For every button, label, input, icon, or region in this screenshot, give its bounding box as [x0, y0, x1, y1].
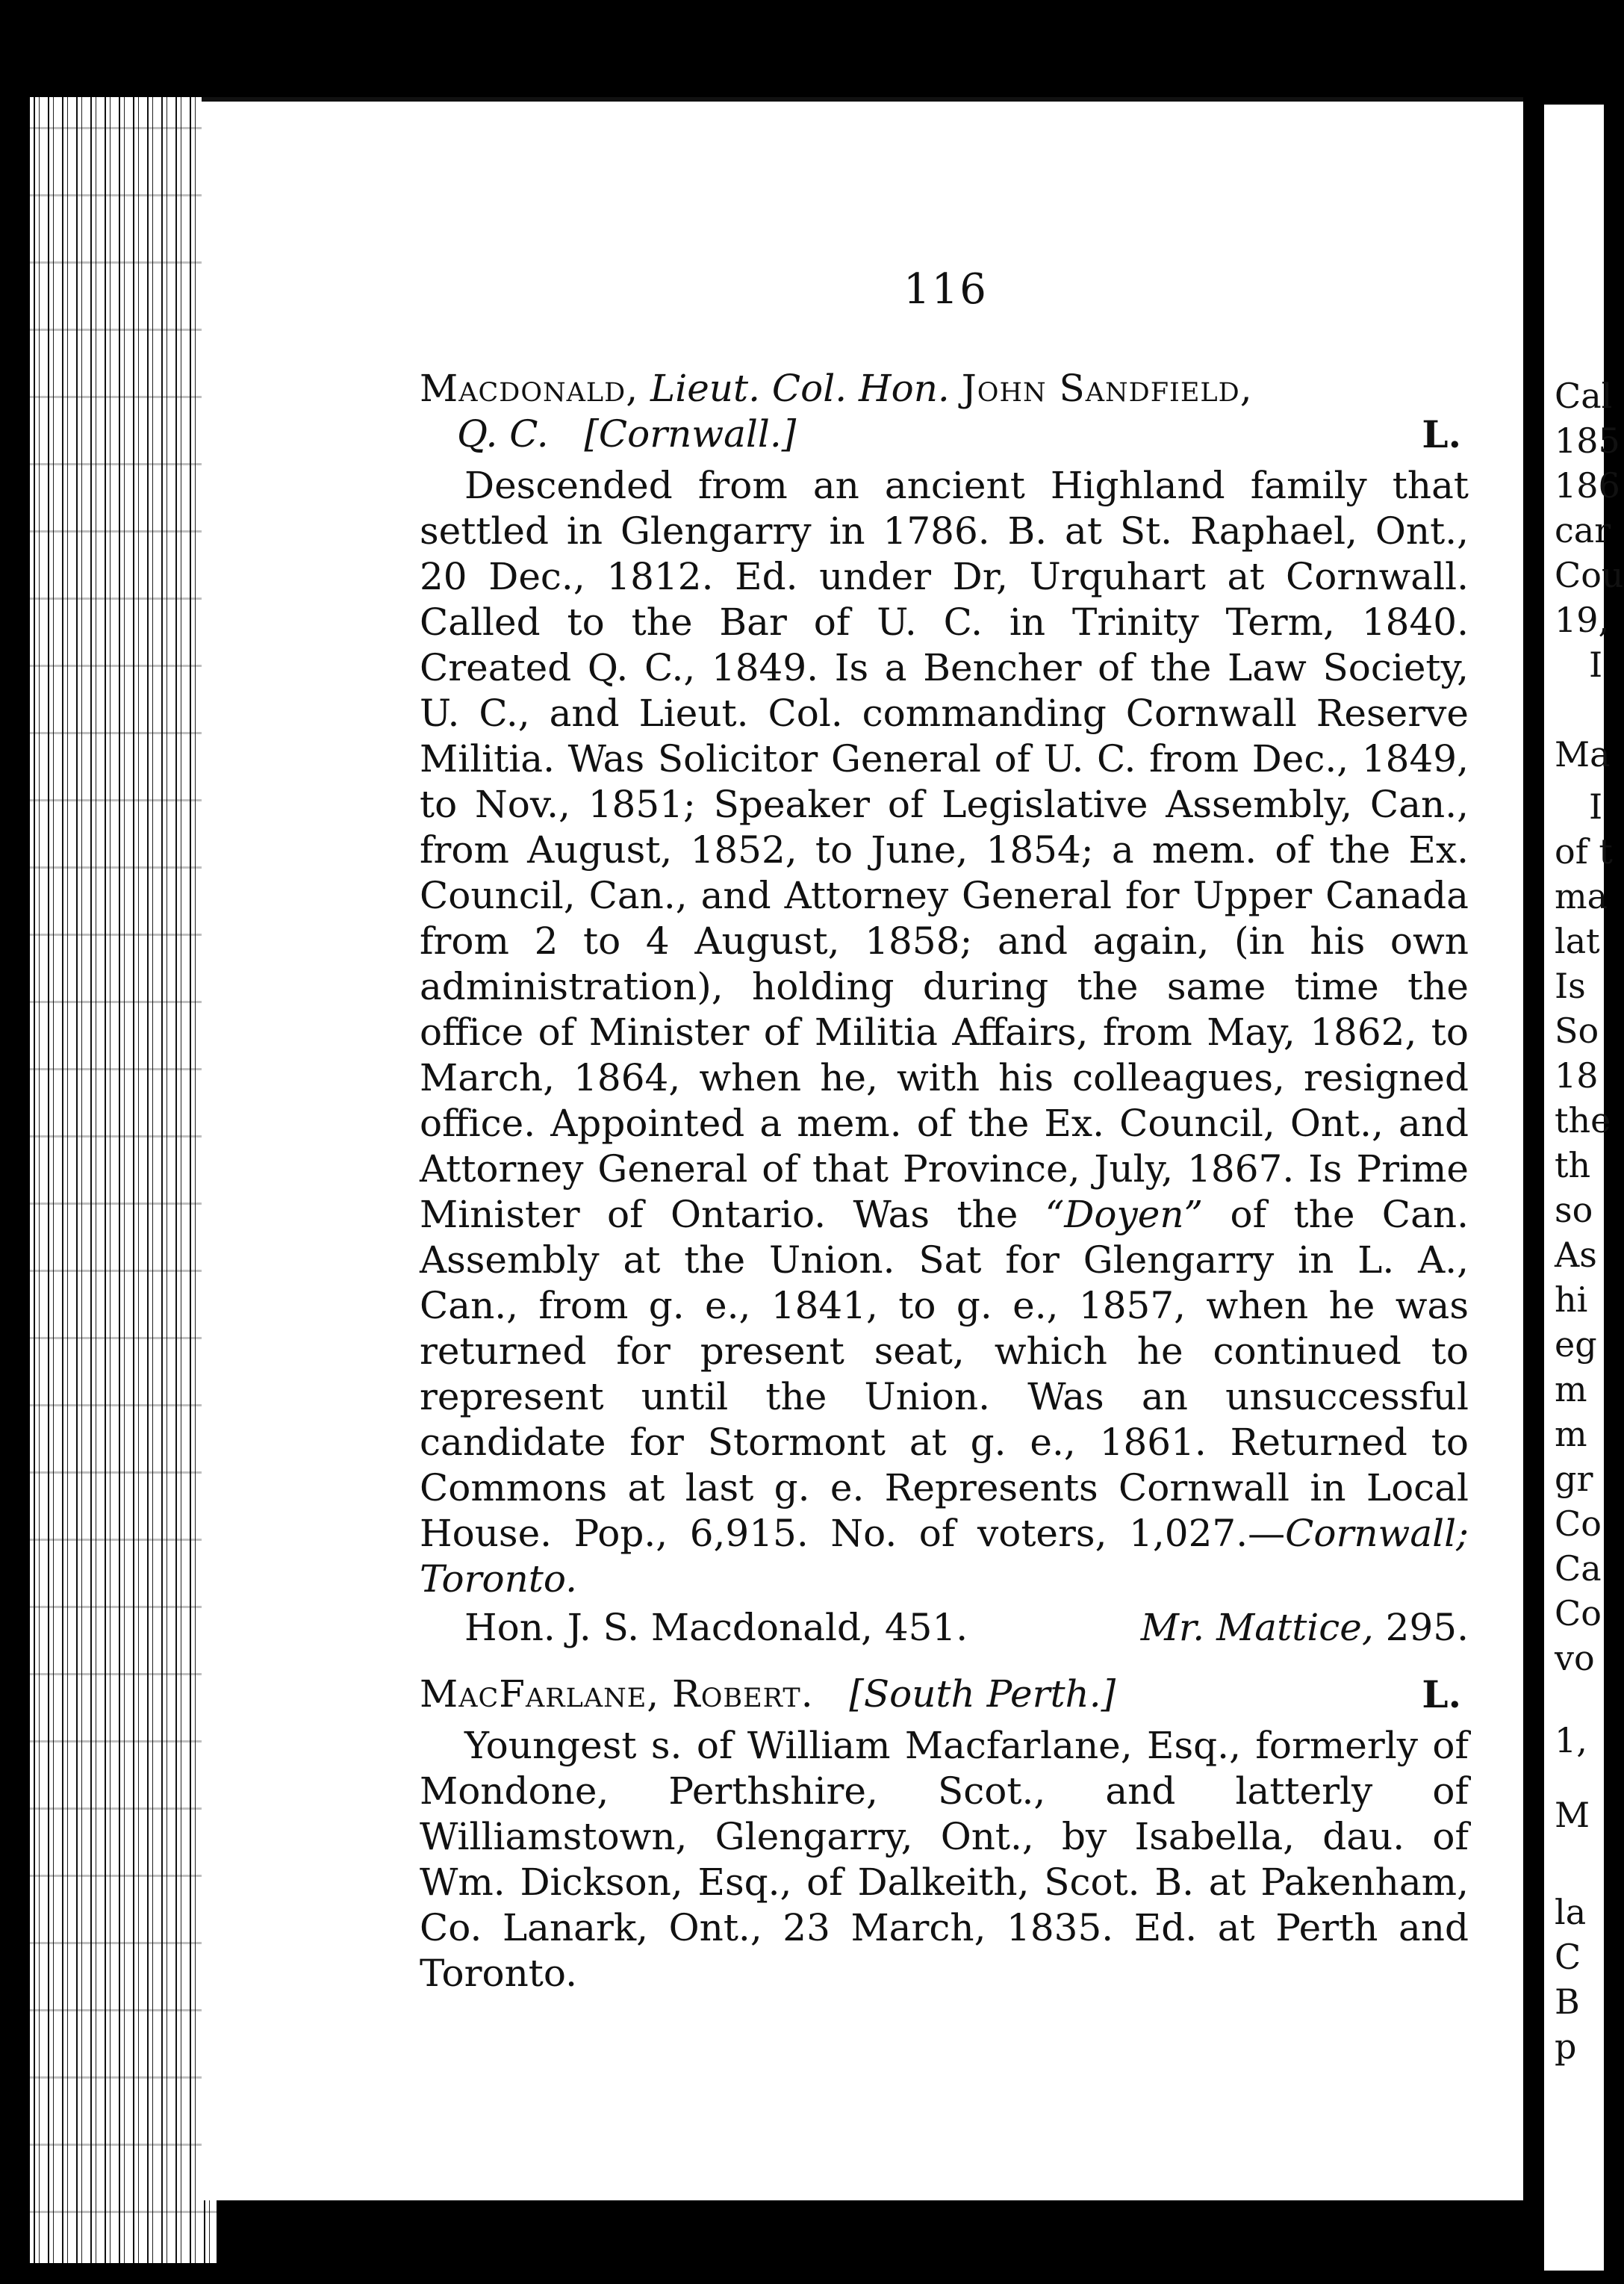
- facing-fragment: lat: [1555, 921, 1600, 961]
- facing-fragment: 1,: [1555, 1720, 1587, 1760]
- party-label: L.: [1422, 412, 1461, 456]
- facing-fragment: th: [1555, 1145, 1591, 1185]
- poll-loser-votes: 295.: [1385, 1606, 1469, 1649]
- facing-fragment: So: [1555, 1011, 1599, 1051]
- facing-fragment: Co: [1555, 1593, 1602, 1633]
- entry-biography: Youngest s. of William Macfarlane, Esq., formerly of Mondone, Perthshire, Scot., and latterly of Williamstown, Glengarry, Ont., by Isabella, dau. of Wm. Dickson, Esq., of Dalkeith, Scot. B. at Pakenham, Co. Lanark, Ont., 23 March, 1835. Ed. at Perth and Toronto.: [420, 1724, 1469, 1995]
- facing-fragment: of t: [1555, 831, 1613, 872]
- facing-fragment: eg: [1555, 1324, 1597, 1365]
- facing-fragment: B: [1555, 1982, 1580, 2022]
- facing-fragment: 186: [1555, 465, 1620, 506]
- facing-fragment: I: [1589, 786, 1603, 827]
- facing-fragment: I: [1589, 645, 1603, 685]
- facing-fragment: Co: [1555, 1503, 1602, 1544]
- entry-subheading: [420, 412, 1469, 457]
- entry-surname: MacFarlane, Robert.: [420, 1672, 814, 1716]
- entry-surname: Macdonald,: [420, 367, 639, 410]
- facing-fragment: 185: [1555, 421, 1620, 461]
- party-label: L.: [1422, 1672, 1461, 1716]
- bio-addresses: Cornwall; Toronto.: [420, 1512, 1469, 1601]
- poll-winner: Hon. J. S. Macdonald, 451.: [464, 1606, 968, 1649]
- entry-heading-macdonald: [420, 366, 1469, 412]
- page-edges: [30, 97, 217, 2263]
- facing-fragment: so: [1555, 1190, 1593, 1230]
- facing-fragment: 18: [1555, 1055, 1599, 1096]
- facing-page-sliver: [1540, 105, 1624, 2271]
- text-column: [420, 366, 1469, 1996]
- facing-fragment: p: [1555, 2026, 1577, 2067]
- poll-result: [420, 1605, 1469, 1651]
- entry-constituency: [South Perth.]: [849, 1672, 1116, 1716]
- facing-fragment: As: [1555, 1235, 1597, 1275]
- entry-heading-macfarlane: [420, 1672, 1469, 1717]
- facing-fragment: Cal: [1555, 376, 1613, 416]
- facing-fragment: m: [1555, 1369, 1587, 1409]
- facing-fragment: Ca: [1555, 1548, 1602, 1589]
- entry-given-names: John Sandfield,: [961, 367, 1253, 410]
- facing-fragment: 19,: [1555, 600, 1610, 640]
- facing-fragment: gr: [1555, 1459, 1593, 1499]
- entry-constituency: [Cornwall.]: [584, 412, 797, 456]
- facing-fragment: vo: [1555, 1638, 1595, 1678]
- bio-doyen: “Doyen”: [1045, 1193, 1204, 1236]
- facing-fragment: M: [1555, 1795, 1590, 1835]
- facing-fragment: Is: [1555, 966, 1586, 1006]
- bio-text: Descended from an ancient Highland family that settled in Glengarry in 1786. B. at St. Raphael, Ont., 20 Dec., 1812. Ed. under Dr, Urquhart at Cornwall. Called to the Bar of U. C. in Trinity Term, 1840. Created Q. C., 1849. Is a Bencher of the Law Society, U. C., and Lieut. Col. commanding Cornwall Reserve Militia. Was Solicitor General of U. C. from Dec., 1849, to Nov., 1851; Speaker of Legislative Assembly, Can., from August, 1852, to June, 1854; a mem. of the Ex. Council, Can., and Attorney General for Upper Canada from 2 to 4 August, 1858; and again, (in his own administration), holding during the same time the office of Minister of Militia Affairs, from May, 1862, to March, 1864, when he, with his colleagues, resigned office. Appointed a mem. of the Ex. Council, Ont., and Attorney General of that Province, July, 1867. Is Prime Minister of Ontario. Was the: [420, 464, 1469, 1236]
- facing-fragment: la: [1555, 1892, 1587, 1932]
- entry-title: Lieut. Col. Hon.: [650, 367, 950, 410]
- facing-fragment: ma: [1555, 876, 1608, 916]
- facing-fragment: Ma: [1555, 734, 1611, 775]
- facing-fragment: Cou: [1555, 555, 1624, 595]
- page-number: 116: [903, 265, 988, 314]
- poll-loser: Mr. Mattice,: [1140, 1606, 1374, 1649]
- facing-fragment: C: [1555, 1937, 1581, 1977]
- entry-suffix: Q. C.: [457, 412, 549, 456]
- facing-fragment: hi: [1555, 1279, 1588, 1320]
- entry-biography: [420, 463, 1469, 1602]
- facing-fragment: the: [1555, 1100, 1611, 1141]
- facing-fragment: m: [1555, 1414, 1587, 1454]
- facing-fragment: car: [1555, 510, 1611, 550]
- bio-text: of the Can. Assembly at the Union. Sat for Glengarry in L. A., Can., from g. e., 1841, to g. e., 1857, when he was returned for present seat, which he continued to represent until the Union. Was an unsuccessful candidate for Stormont at g. e., 1861. Returned to Commons at last g. e. Represents Cornwall in Local House. Pop., 6,915. No. of voters, 1,027.—: [420, 1193, 1469, 1555]
